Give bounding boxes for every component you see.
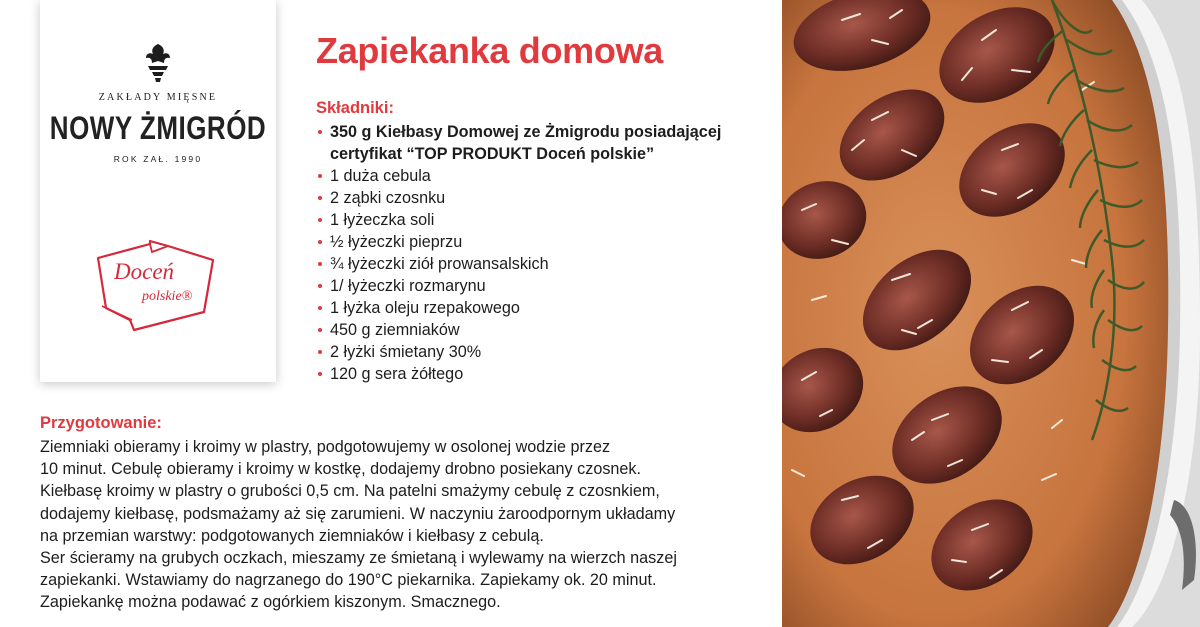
certificate-badge-icon [92, 238, 222, 338]
brand-name: NOWY ŻMIGRÓD [49, 109, 267, 147]
preparation-line: Ser ścieramy na grubych oczkach, mieszamy ze śmietaną i wylewamy na wierzch naszej [40, 549, 677, 568]
preparation-line: na przemian warstwy: podgotowanych ziemniaków i kiełbasy z cebulą. [40, 526, 544, 545]
preparation-text [40, 436, 740, 614]
brand-year: ROK ZAŁ. 1990 [113, 154, 203, 164]
ingredient-item: 1 łyżka oleju rzepakowego [316, 297, 756, 319]
preparation-line: dodajemy kiełbasę, podsmażamy aż się zarumieni. W naczyniu żaroodpornym układamy [40, 504, 676, 523]
logo-card [40, 0, 276, 382]
preparation-line: Zapiekankę można podawać z ogórkiem kiszonym. Smacznego. [40, 593, 501, 612]
ingredient-item: 1/ łyżeczki rozmarynu [316, 275, 756, 297]
preparation-line: zapiekanki. Wstawiamy do nagrzanego do 190°C piekarnika. Zapiekamy ok. 20 minut. [40, 571, 657, 590]
preparation-heading: Przygotowanie: [40, 414, 162, 432]
ingredients-heading: Składniki: [316, 99, 394, 117]
ingredient-item: ½ łyżeczki pieprzu [316, 231, 756, 253]
griffin-icon [138, 40, 178, 84]
ingredient-item: 350 g Kiełbasy Domowej ze Żmigrodu posiadającej certyfikat “TOP PRODUKT Doceń polskie” [316, 121, 756, 165]
ingredient-item: 2 ząbki czosnku [316, 187, 756, 209]
ingredients-list [316, 121, 756, 385]
ingredient-item: 450 g ziemniaków [316, 319, 756, 341]
casserole-photo-image [782, 0, 1200, 627]
certificate-word-2: polskie® [142, 289, 193, 304]
casserole-photo [782, 0, 1200, 627]
brand-logo [40, 40, 276, 164]
preparation-line: Ziemniaki obieramy i kroimy w plastry, podgotowujemy w osolonej wodzie przez [40, 438, 611, 456]
preparation-line: 10 minut. Cebulę obieramy i kroimy w kostkę, dodajemy drobno posiekany czosnek. [40, 460, 642, 479]
docen-polskie-logo [92, 238, 222, 338]
ingredient-item: 120 g sera żółtego [316, 363, 756, 385]
preparation-line: Kiełbasę kroimy w plastry o grubości 0,5 cm. Na patelni smażymy cebulę z czosnkiem, [40, 482, 660, 501]
ingredient-item: 1 łyżeczka soli [316, 209, 756, 231]
ingredient-item: 2 łyżki śmietany 30% [316, 341, 756, 363]
ingredient-item: 1 duża cebula [316, 165, 756, 187]
recipe-title: Zapiekanka domowa [316, 30, 664, 71]
brand-top-line: ZAKŁADY MIĘSNE [98, 92, 218, 103]
ingredient-item: ¾ łyżeczki ziół prowansalskich [316, 253, 756, 275]
certificate-word-1: Doceń [114, 259, 175, 284]
